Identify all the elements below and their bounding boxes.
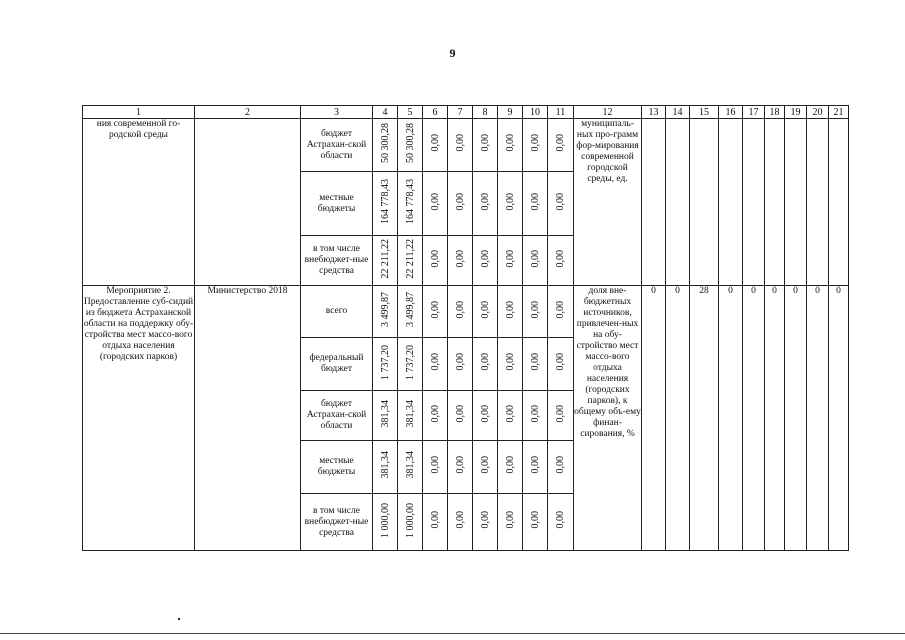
value-cell xyxy=(498,391,523,441)
target-cell: 0 xyxy=(666,286,690,551)
value-text: 0,00 xyxy=(529,456,541,474)
value-cell xyxy=(398,286,423,338)
value-cell xyxy=(498,286,523,338)
value-text: 0,00 xyxy=(454,353,466,371)
value-text: 381,34 xyxy=(404,451,416,479)
target-cell: 0 xyxy=(719,286,743,551)
value-cell xyxy=(373,286,398,338)
value-text: 0,00 xyxy=(454,300,466,319)
header-cell: 3 xyxy=(301,106,373,119)
value-text: 0,00 xyxy=(429,456,441,474)
header-cell: 9 xyxy=(498,106,523,119)
value-text: 1 000,00 xyxy=(379,502,391,538)
target-cell xyxy=(785,119,807,286)
value-cell xyxy=(523,338,548,391)
header-cell: 14 xyxy=(666,106,690,119)
value-text: 0,00 xyxy=(529,511,541,529)
value-cell xyxy=(423,391,448,441)
value-cell xyxy=(523,119,548,172)
header-cell: 8 xyxy=(473,106,498,119)
header-cell: 21 xyxy=(829,106,849,119)
value-cell xyxy=(373,338,398,391)
value-cell xyxy=(373,172,398,236)
value-text: 50 300,28 xyxy=(379,123,391,163)
value-text: 0,00 xyxy=(479,353,491,371)
source-cell: в том числе внебюджет-ные средства xyxy=(301,236,373,286)
value-cell xyxy=(498,494,523,551)
value-cell xyxy=(373,236,398,286)
value-cell xyxy=(548,286,574,338)
target-cell xyxy=(690,119,719,286)
header-cell: 19 xyxy=(785,106,807,119)
header-cell: 13 xyxy=(642,106,666,119)
value-text: 0,00 xyxy=(479,511,491,529)
target-cell xyxy=(829,119,849,286)
value-text: 0,00 xyxy=(479,192,491,211)
source-cell: всего xyxy=(301,286,373,338)
value-cell xyxy=(523,286,548,338)
executor-cell xyxy=(195,119,301,286)
value-text: 0,00 xyxy=(454,404,466,423)
source-cell: федеральный бюджет xyxy=(301,338,373,391)
value-text: 0,00 xyxy=(504,249,516,268)
target-cell: 0 xyxy=(743,286,765,551)
value-cell xyxy=(373,391,398,441)
value-cell xyxy=(498,338,523,391)
value-cell xyxy=(473,236,498,286)
header-cell: 2 xyxy=(195,106,301,119)
value-cell xyxy=(448,391,473,441)
header-cell: 1 xyxy=(83,106,195,119)
value-cell xyxy=(423,236,448,286)
value-text: 0,00 xyxy=(479,249,491,268)
header-cell: 16 xyxy=(719,106,743,119)
value-cell xyxy=(448,236,473,286)
value-cell xyxy=(423,119,448,172)
value-cell xyxy=(398,441,423,494)
target-cell xyxy=(719,119,743,286)
target-cell: 0 xyxy=(785,286,807,551)
value-cell xyxy=(448,286,473,338)
header-cell: 4 xyxy=(373,106,398,119)
header-cell: 11 xyxy=(548,106,574,119)
value-cell xyxy=(473,172,498,236)
value-cell xyxy=(398,391,423,441)
table-row xyxy=(83,286,849,338)
header-cell: 15 xyxy=(690,106,719,119)
value-text: 0,00 xyxy=(555,249,566,268)
page-number: 9 xyxy=(449,46,456,60)
value-cell xyxy=(448,338,473,391)
value-text: 381,34 xyxy=(379,451,391,479)
value-text: 0,00 xyxy=(555,456,566,474)
value-cell xyxy=(398,494,423,551)
value-text: 0,00 xyxy=(529,300,541,319)
target-cell xyxy=(642,119,666,286)
value-text: 0,00 xyxy=(555,511,566,529)
header-cell: 20 xyxy=(807,106,829,119)
value-cell xyxy=(448,494,473,551)
value-cell xyxy=(373,494,398,551)
value-text: 0,00 xyxy=(454,249,466,268)
value-cell xyxy=(548,236,574,286)
target-cell: 0 xyxy=(829,286,849,551)
target-cell: 0 xyxy=(807,286,829,551)
value-text: 0,00 xyxy=(529,404,541,423)
value-text: 0,00 xyxy=(504,404,516,423)
value-text: 1 000,00 xyxy=(404,502,416,538)
value-cell xyxy=(398,119,423,172)
executor-cell: Министерство 2018 xyxy=(195,286,301,551)
value-text: 0,00 xyxy=(429,134,441,152)
header-cell: 18 xyxy=(765,106,785,119)
value-cell xyxy=(373,441,398,494)
source-cell: бюджет Астрахан-ской области xyxy=(301,391,373,441)
value-cell xyxy=(423,338,448,391)
value-cell xyxy=(548,441,574,494)
value-text: 0,00 xyxy=(429,192,441,211)
indicator-cell: муниципаль-ных про-грамм фор-мирования современной городской среды, ед. xyxy=(574,119,642,286)
value-cell xyxy=(498,236,523,286)
value-text: 0,00 xyxy=(555,353,566,371)
value-text: 0,00 xyxy=(504,456,516,474)
value-text: 0,00 xyxy=(454,456,466,474)
value-text: 0,00 xyxy=(529,249,541,268)
value-cell xyxy=(498,172,523,236)
table-row xyxy=(83,119,849,172)
value-cell xyxy=(423,172,448,236)
column-number-row xyxy=(83,106,849,119)
value-cell xyxy=(398,338,423,391)
value-cell xyxy=(448,119,473,172)
value-cell xyxy=(523,441,548,494)
target-cell xyxy=(666,119,690,286)
value-text: 1 737,20 xyxy=(404,344,416,380)
value-text: 0,00 xyxy=(504,300,516,319)
value-text: 3 499,87 xyxy=(404,292,416,327)
value-cell xyxy=(448,441,473,494)
header-cell: 17 xyxy=(743,106,765,119)
target-cell: 0 xyxy=(765,286,785,551)
value-cell xyxy=(448,172,473,236)
indicator-cell: доля вне-бюджетных источников, привлечен-ных на обу-стройство мест массо-вого отдыха населения (городских парков), к общему объ-ему финан-сирования, % xyxy=(574,286,642,551)
measure-cell: Мероприятие 2. Предоставление суб-сидий из бюджета Астраханской области на поддержку обу-стройства мест массо-вого отдыха населения (городских парков) xyxy=(83,286,195,551)
value-text: 0,00 xyxy=(529,134,541,152)
value-cell xyxy=(523,236,548,286)
value-text: 22 211,22 xyxy=(404,238,416,279)
source-cell: местные бюджеты xyxy=(301,441,373,494)
value-cell xyxy=(548,172,574,236)
value-cell xyxy=(473,286,498,338)
value-text: 164 778,43 xyxy=(404,179,416,224)
header-cell: 6 xyxy=(423,106,448,119)
value-cell xyxy=(523,494,548,551)
value-text: 0,00 xyxy=(529,353,541,371)
value-cell xyxy=(473,494,498,551)
value-cell xyxy=(548,391,574,441)
header-cell: 5 xyxy=(398,106,423,119)
value-cell xyxy=(548,338,574,391)
target-cell: 0 xyxy=(642,286,666,551)
value-cell xyxy=(473,441,498,494)
value-text: 0,00 xyxy=(454,511,466,529)
value-text: 0,00 xyxy=(504,511,516,529)
value-cell xyxy=(548,119,574,172)
value-text: 164 778,43 xyxy=(379,179,391,224)
value-text: 0,00 xyxy=(429,404,441,423)
value-text: 0,00 xyxy=(555,404,566,423)
value-cell xyxy=(423,494,448,551)
value-text: 0,00 xyxy=(504,134,516,152)
source-cell: местные бюджеты xyxy=(301,172,373,236)
value-text: 0,00 xyxy=(555,192,566,211)
value-cell xyxy=(423,286,448,338)
value-cell xyxy=(398,172,423,236)
value-text: 0,00 xyxy=(479,300,491,319)
value-cell xyxy=(523,391,548,441)
value-text: 0,00 xyxy=(429,353,441,371)
value-cell xyxy=(498,119,523,172)
value-cell xyxy=(498,441,523,494)
source-cell: бюджет Астрахан-ской области xyxy=(301,119,373,172)
value-cell xyxy=(548,494,574,551)
value-text: 0,00 xyxy=(429,511,441,529)
value-text: 0,00 xyxy=(504,353,516,371)
value-text: 1 737,20 xyxy=(379,344,391,380)
value-text: 0,00 xyxy=(429,249,441,268)
value-text: 0,00 xyxy=(529,192,541,211)
value-text: 0,00 xyxy=(555,300,566,319)
header-cell: 7 xyxy=(448,106,473,119)
value-text: 22 211,22 xyxy=(379,238,391,279)
value-cell xyxy=(398,236,423,286)
value-text: 381,34 xyxy=(379,399,391,428)
value-cell xyxy=(473,391,498,441)
value-text: 0,00 xyxy=(454,134,466,152)
value-cell xyxy=(473,119,498,172)
target-cell xyxy=(743,119,765,286)
value-text: 381,34 xyxy=(404,399,416,428)
scan-speck xyxy=(178,618,180,620)
value-text: 0,00 xyxy=(555,134,566,152)
header-cell: 10 xyxy=(523,106,548,119)
value-text: 0,00 xyxy=(504,192,516,211)
program-table xyxy=(82,105,849,551)
source-cell: в том числе внебюджет-ные средства xyxy=(301,494,373,551)
value-text: 0,00 xyxy=(479,456,491,474)
value-cell xyxy=(523,172,548,236)
value-text: 0,00 xyxy=(429,300,441,319)
value-text: 0,00 xyxy=(479,404,491,423)
page-bottom-edge xyxy=(0,633,905,634)
value-cell xyxy=(473,338,498,391)
value-text: 0,00 xyxy=(454,192,466,211)
value-text: 0,00 xyxy=(479,134,491,152)
value-cell xyxy=(373,119,398,172)
value-text: 50 300,28 xyxy=(404,123,416,163)
measure-cell: ния современной го-родской среды xyxy=(83,119,195,286)
value-text: 3 499,87 xyxy=(379,292,391,327)
target-cell xyxy=(807,119,829,286)
target-cell xyxy=(765,119,785,286)
header-cell: 12 xyxy=(574,106,642,119)
target-cell: 28 xyxy=(690,286,719,551)
value-cell xyxy=(423,441,448,494)
